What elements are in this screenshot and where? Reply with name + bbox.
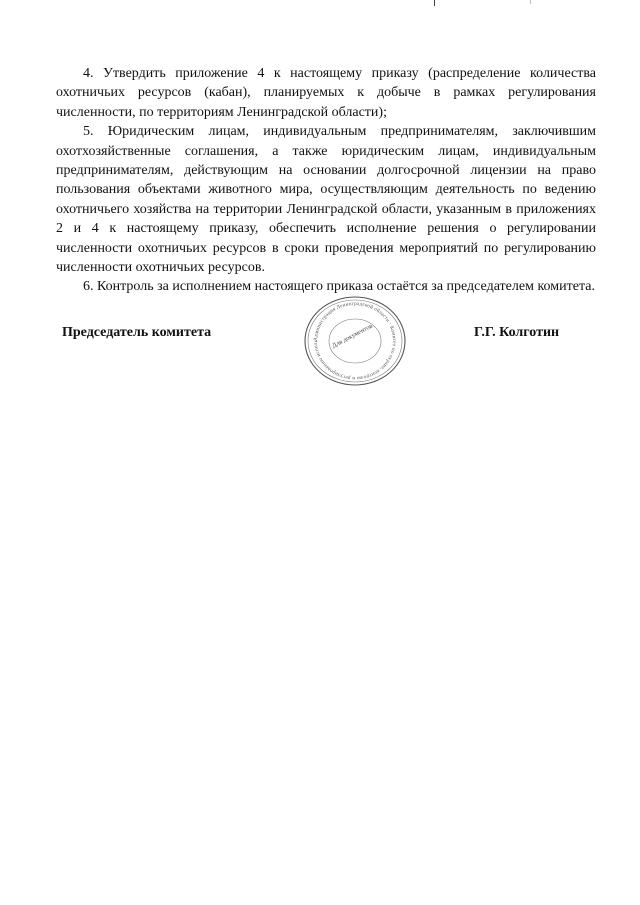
document-body [56,64,596,297]
seal-ring-text: Администрация Ленинградской области · Комитет по охране, контролю и регулированию исполь [312,300,398,382]
signature-block [0,295,640,390]
scan-mark [530,0,531,4]
paragraph-item-6: 6. Контроль за исполнением настоящего приказа остаётся за председателем комитета. [83,279,595,295]
paragraph-item-4: 4. Утвердить приложение 4 к настоящему приказу (распределение количества охотничьих ресурсов (кабан), планируемых к добыче в рамках регулирования численности, по территориям Ленинградской области); [56,66,596,120]
paragraph-item-5: 5. Юридическим лицам, индивидуальным предпринимателям, заключившим охотхозяйственные соглашения, а также юридическим лицам, индивидуальным предпринимателям, действующим на основании долгосрочной лицензии на право пользования объектами животного мира, осуществляющим деятельность по ведению охотничьего хозяйства на территории Ленинградской области, указанным в приложениях 2 и 4 к настоящему приказу, обеспечить исполнение решения о регулировании численности охотничьих ресурсов в сроки проведения мероприятий по регулированию численности охотничьих ресурсов. [56,124,596,276]
scan-mark [434,0,435,6]
official-seal-stamp [302,295,408,387]
signatory-position: Председатель комитета [62,325,212,340]
signatory-name: Г.Г. Колготин [474,325,560,340]
seal-center-text: Для документов [331,322,374,350]
